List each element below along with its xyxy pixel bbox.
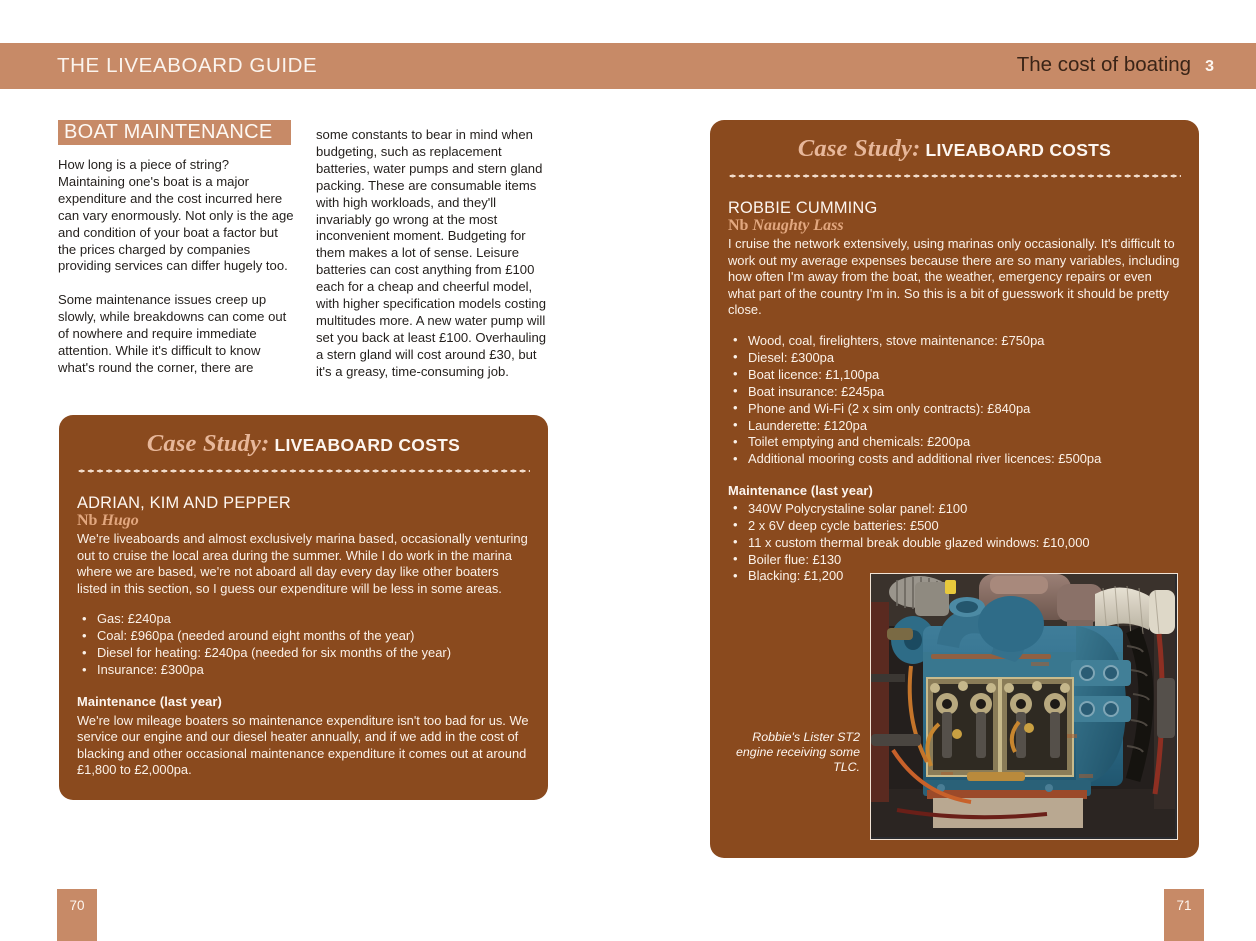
case-study-intro: We're liveaboards and almost exclusively marina based, occasionally venturing out to cruise the local area during the summer. While I do work in the marina where we are based, we're not aboard all day every day like other boaters listed in this section, so I guess our expenditure will be less in some areas. — [77, 531, 528, 596]
page-number-right: 71 — [1176, 898, 1192, 913]
dotted-divider — [728, 174, 1181, 178]
page-number-left: 70 — [69, 898, 85, 913]
list-item: • Wood, coal, firelighters, stove maintenance: £750pa — [728, 333, 1181, 350]
photo-caption: Robbie's Lister ST2 engine receiving some TLC. — [736, 730, 860, 774]
case-study-label-italic: Case Study: — [797, 135, 921, 162]
body-column-2 — [316, 127, 548, 397]
case-study-boat-name — [77, 512, 530, 530]
body-paragraph: How long is a piece of string? Maintaining one's boat is a major expenditure and the cost incurred here can vary enormously. Not only is the age and condition of your boat a factor but the prices charged by companies providing services can differ hugely too. — [58, 157, 294, 274]
dotted-divider — [77, 469, 530, 473]
boat-name-italic: Naughty Lass — [752, 217, 844, 234]
body-paragraph: some constants to bear in mind when budgeting, such as replacement batteries, water pumps and stern gland packing. These are consumable items with high workloads, and they'll invariably go wrong at the most inconvenient moment. Budgeting for them makes a lot of sense. Leisure batteries can cost anything from £100 each for a cheap and cheerful model, with higher specification models costing multitudes more. A new water pump will set you back at least £100. Overhauling a stern gland will cost around £30, but it's a greasy, time-consuming job. — [316, 127, 547, 379]
boat-name-italic: Hugo — [101, 512, 139, 529]
list-item: • Toilet emptying and chemicals: £200pa — [728, 434, 1181, 451]
chapter-title: The cost of boating — [1016, 53, 1192, 76]
list-item: • Boat licence: £1,100pa — [728, 367, 1181, 384]
engine-photo — [870, 573, 1178, 840]
body-column-1 — [58, 157, 296, 393]
list-item: • Phone and Wi-Fi (2 x sim only contracts): £840pa — [728, 401, 1181, 418]
case-study-cost-list-left — [77, 611, 530, 679]
case-study-person-name: ROBBIE CUMMING — [728, 199, 878, 217]
list-item: • Boiler flue: £130 — [728, 552, 1181, 569]
case-study-intro: I cruise the network extensively, using marinas only occasionally. It's difficult to work out my average expenses because there are so many variables, including how often I'm away from the boat, the weather, emergency repairs or even what part of the country I'm in. So this is a bit of guesswork it should be pretty close. — [728, 236, 1180, 318]
boat-prefix: Nb — [728, 217, 749, 234]
engine-photo-graphic — [871, 574, 1175, 837]
case-study-heading — [710, 120, 1199, 163]
maintenance-text: We're low mileage boaters so maintenance expenditure isn't too bad for us. We service our engine and our diesel heater annually, and if we add in the cost of blacking and other occasional maintenance expenditure it comes out at around £1,800 to £2,000pa. — [77, 712, 529, 778]
case-study-heading — [59, 415, 548, 458]
list-item: • Additional mooring costs and additional river licences: £500pa — [728, 451, 1181, 468]
list-item: • Coal: £960pa (needed around eight months of the year) — [77, 628, 530, 645]
page-number-tab-right — [1164, 889, 1204, 941]
list-item: • Diesel for heating: £240pa (needed for six months of the year) — [77, 645, 530, 662]
list-item: • Blacking: £1,200 — [728, 568, 1181, 585]
list-item: • 340W Polycrystaline solar panel: £100 — [728, 501, 1181, 518]
case-study-body-right — [710, 199, 1199, 585]
list-item: • Diesel: £300pa — [728, 350, 1181, 367]
page-number-tab-left — [57, 889, 97, 941]
case-study-box-right — [710, 120, 1199, 858]
list-item: • Boat insurance: £245pa — [728, 384, 1181, 401]
case-study-label-caps: LIVEABOARD COSTS — [274, 435, 461, 455]
case-study-label-italic: Case Study: — [146, 430, 270, 457]
case-study-box-left — [59, 415, 548, 800]
case-study-cost-list-right — [728, 333, 1181, 468]
case-study-label-caps: LIVEABOARD COSTS — [925, 140, 1112, 160]
case-study-boat-name — [728, 217, 1181, 235]
section-heading-label: BOAT MAINTENANCE — [64, 121, 273, 143]
case-study-person-name: ADRIAN, KIM AND PEPPER — [77, 494, 291, 512]
boat-prefix: Nb — [77, 512, 98, 529]
maintenance-heading: Maintenance (last year) — [77, 694, 222, 709]
section-heading-chip — [58, 120, 291, 145]
list-item: • Gas: £240pa — [77, 611, 530, 628]
body-paragraph: Some maintenance issues creep up slowly, while breakdowns can come out of nowhere and require immediate attention. While it's difficult to know what's round the corner, there are — [58, 292, 287, 375]
header-chapter-group — [1017, 53, 1214, 77]
list-item: • Insurance: £300pa — [77, 662, 530, 679]
list-item: • 2 x 6V deep cycle batteries: £500 — [728, 518, 1181, 535]
list-item: • 11 x custom thermal break double glazed windows: £10,000 — [728, 535, 1181, 552]
book-title: THE LIVEABOARD GUIDE — [57, 54, 318, 77]
maintenance-heading: Maintenance (last year) — [728, 483, 873, 499]
list-item: • Launderette: £120pa — [728, 418, 1181, 435]
case-study-body-left — [59, 494, 548, 779]
chapter-number: 3 — [1205, 58, 1214, 75]
